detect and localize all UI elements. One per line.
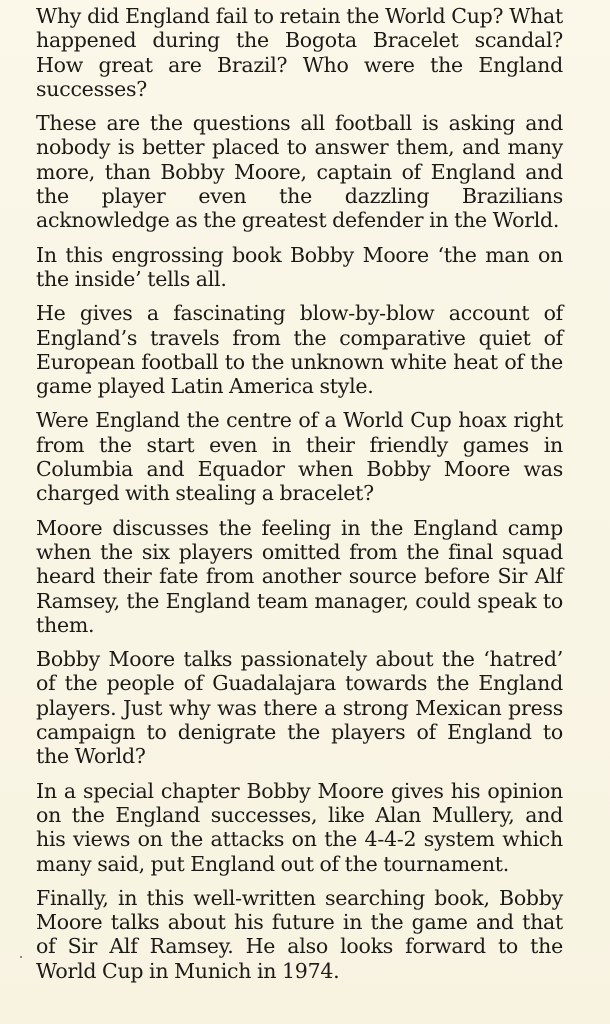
paragraph-2: These are the questions all football is asking and nobody is better placed to answer them, and many more, than Bobby Moore, captain of England and the player even the dazzling Brazilians acknowledge as the greatest defender in the World. [36, 111, 563, 233]
paragraph-3: In this engrossing book Bobby Moore ‘the man on the inside’ tells all. [36, 242, 563, 291]
print-speck [20, 956, 22, 958]
paragraph-1: Why did England fail to retain the World Cup? What happened during the Bogota Bracelet scandal? How great are Brazil? Who were the England successes? [36, 4, 563, 101]
paragraph-5: Were England the centre of a World Cup hoax right from the start even in their friendly games in Columbia and Equador when Bobby Moore was charged with stealing a bracelet? [36, 408, 563, 506]
paragraph-7: Bobby Moore talks passionately about the ‘hatred’ of the people of Guadalajara towards the England players. Just why was there a strong Mexican press campaign to denigrate the players of England to the World? [36, 647, 563, 769]
paragraph-4: He gives a fascinating blow-by-blow account of England’s travels from the comparative quiet of European football to the unknown white heat of the game played Latin America style. [36, 301, 563, 399]
blurb-text [36, 4, 563, 983]
paragraph-8: In a special chapter Bobby Moore gives his opinion on the England successes, like Alan Mullery, and his views on the attacks on the 4-4-2 system which many said, put England out of the tournament. [36, 778, 563, 876]
paragraph-9: Finally, in this well-written searching book, Bobby Moore talks about his future in the game and that of Sir Alf Ramsey. He also looks forward to the World Cup in Munich in 1974. [36, 885, 563, 983]
paragraph-6: Moore discusses the feeling in the England camp when the six players omitted from the final squad heard their fate from another source before Sir Alf Ramsey, the England team manager, could speak to them. [36, 515, 563, 637]
